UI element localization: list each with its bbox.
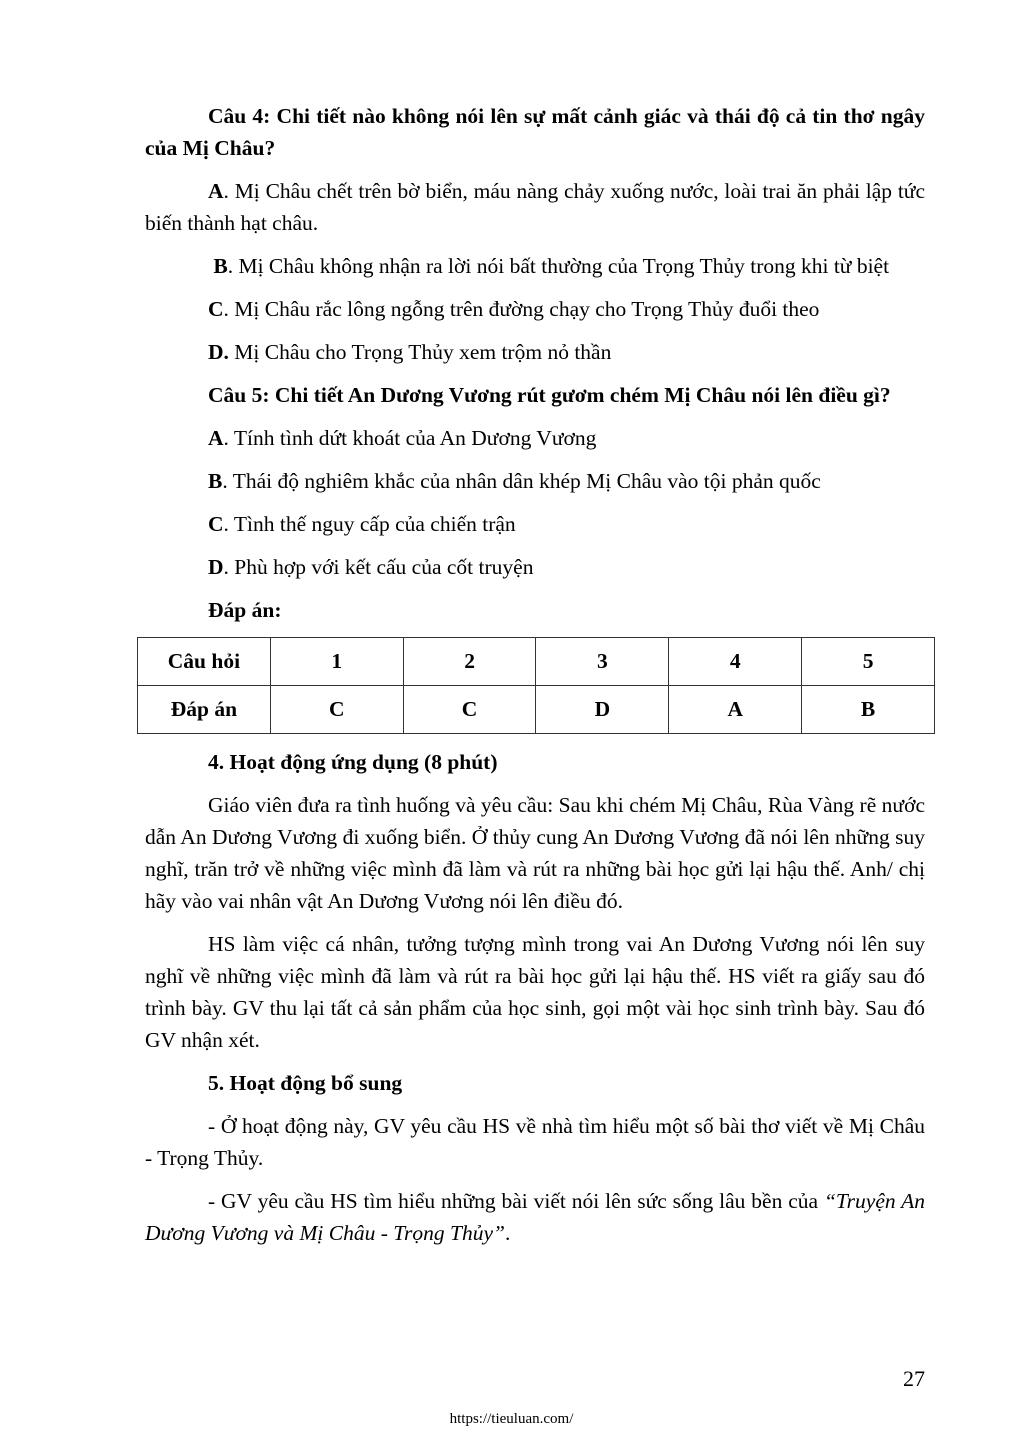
option-letter: D <box>208 555 224 579</box>
page-number: 27 <box>903 1366 925 1391</box>
table-cell: B <box>802 686 935 734</box>
paragraph-end: . <box>504 1221 511 1245</box>
option-text: . Mị Châu không nhận ra lời nói bất thường của Trọng Thủy trong khi từ biệt <box>227 254 890 278</box>
footer-url: https://tieuluan.com/ <box>449 1411 574 1427</box>
q4-option-a <box>145 175 925 239</box>
question-4: Câu 4: Chi tiết nào không nói lên sự mất cảnh giác và thái độ cả tin thơ ngây của Mị Châu? <box>145 104 925 160</box>
question-5: Câu 5: Chi tiết An Dương Vương rút gươm chém Mị Châu nói lên điều gì? <box>208 383 891 407</box>
option-letter: D. <box>208 340 229 364</box>
table-cell: C <box>403 686 536 734</box>
section-5-paragraph-2 <box>145 1185 925 1249</box>
document-page <box>145 100 925 1260</box>
option-text: . Thái độ nghiêm khắc của nhân dân khép Mị Châu vào tội phản quốc <box>222 469 821 493</box>
section-5-paragraph-1: - Ở hoạt động này, GV yêu cầu HS về nhà tìm hiểu một số bài thơ viết về Mị Châu - Trọng Thủy. <box>145 1114 925 1170</box>
table-cell: 4 <box>669 638 802 686</box>
section-5-heading: 5. Hoạt động bổ sung <box>208 1071 403 1095</box>
table-cell: Đáp án <box>138 686 271 734</box>
table-cell: 3 <box>536 638 669 686</box>
option-text: Mị Châu cho Trọng Thủy xem trộm nỏ thần <box>228 340 612 364</box>
option-letter: B <box>208 469 223 493</box>
option-text: . Tình thế nguy cấp của chiến trận <box>223 512 516 536</box>
table-row <box>138 686 935 734</box>
table-row <box>138 638 935 686</box>
table-cell: 1 <box>270 638 403 686</box>
option-text: . Tính tình dứt khoát của An Dương Vương <box>223 426 597 450</box>
q5-option-d <box>145 551 925 583</box>
option-letter: C <box>208 297 224 321</box>
option-text: . Mị Châu rắc lông ngỗng trên đường chạy cho Trọng Thủy đuổi theo <box>223 297 820 321</box>
q4-option-c <box>145 293 925 325</box>
table-cell: D <box>536 686 669 734</box>
option-letter: A <box>208 179 224 203</box>
option-letter: A <box>208 426 224 450</box>
q4-option-b <box>145 250 925 282</box>
q4-option-d <box>145 336 925 368</box>
q5-option-c <box>145 508 925 540</box>
section-4-heading: 4. Hoạt động ứng dụng (8 phút) <box>208 750 498 774</box>
option-text: . Mị Châu chết trên bờ biển, máu nàng chảy xuống nước, loài trai ăn phải lập tức biến thành hạt châu. <box>145 179 925 235</box>
answer-table <box>137 637 935 734</box>
section-4-paragraph-1: Giáo viên đưa ra tình huống và yêu cầu: Sau khi chém Mị Châu, Rùa Vàng rẽ nước dẫn An Dương Vương đi xuống biển. Ở thủy cung An Dương Vương đã nói lên những suy nghĩ, trăn trở về những việc mình đã làm và rút ra những bài học gửi lại hậu thế. Anh/ chị hãy vào vai nhân vật An Dương Vương nói lên điều đó. <box>145 793 925 913</box>
table-cell: A <box>669 686 802 734</box>
table-cell: 5 <box>802 638 935 686</box>
q5-option-b <box>145 465 925 497</box>
paragraph-lead: - GV yêu cầu HS tìm hiểu những bài viết nói lên sức sống lâu bền của <box>208 1189 824 1213</box>
section-4-paragraph-2: HS làm việc cá nhân, tưởng tượng mình trong vai An Dương Vương nói lên suy nghĩ về những việc mình đã làm và rút ra bài học gửi lại hậu thế. HS viết ra giấy sau đó trình bày. GV thu lại tất cả sản phẩm của học sinh, gọi một vài học sinh trình bày. Sau đó GV nhận xét. <box>145 932 925 1052</box>
work-title: “Truyện An Dương Vương và Mị Châu - Trọng Thủy” <box>145 1189 925 1245</box>
option-text: . Phù hợp với kết cấu của cốt truyện <box>223 555 534 579</box>
table-cell: 2 <box>403 638 536 686</box>
option-letter: C <box>208 512 224 536</box>
table-cell: Câu hỏi <box>138 638 271 686</box>
table-cell: C <box>270 686 403 734</box>
answer-heading: Đáp án: <box>208 598 282 622</box>
option-letter: B <box>213 254 228 278</box>
q5-option-a <box>145 422 925 454</box>
